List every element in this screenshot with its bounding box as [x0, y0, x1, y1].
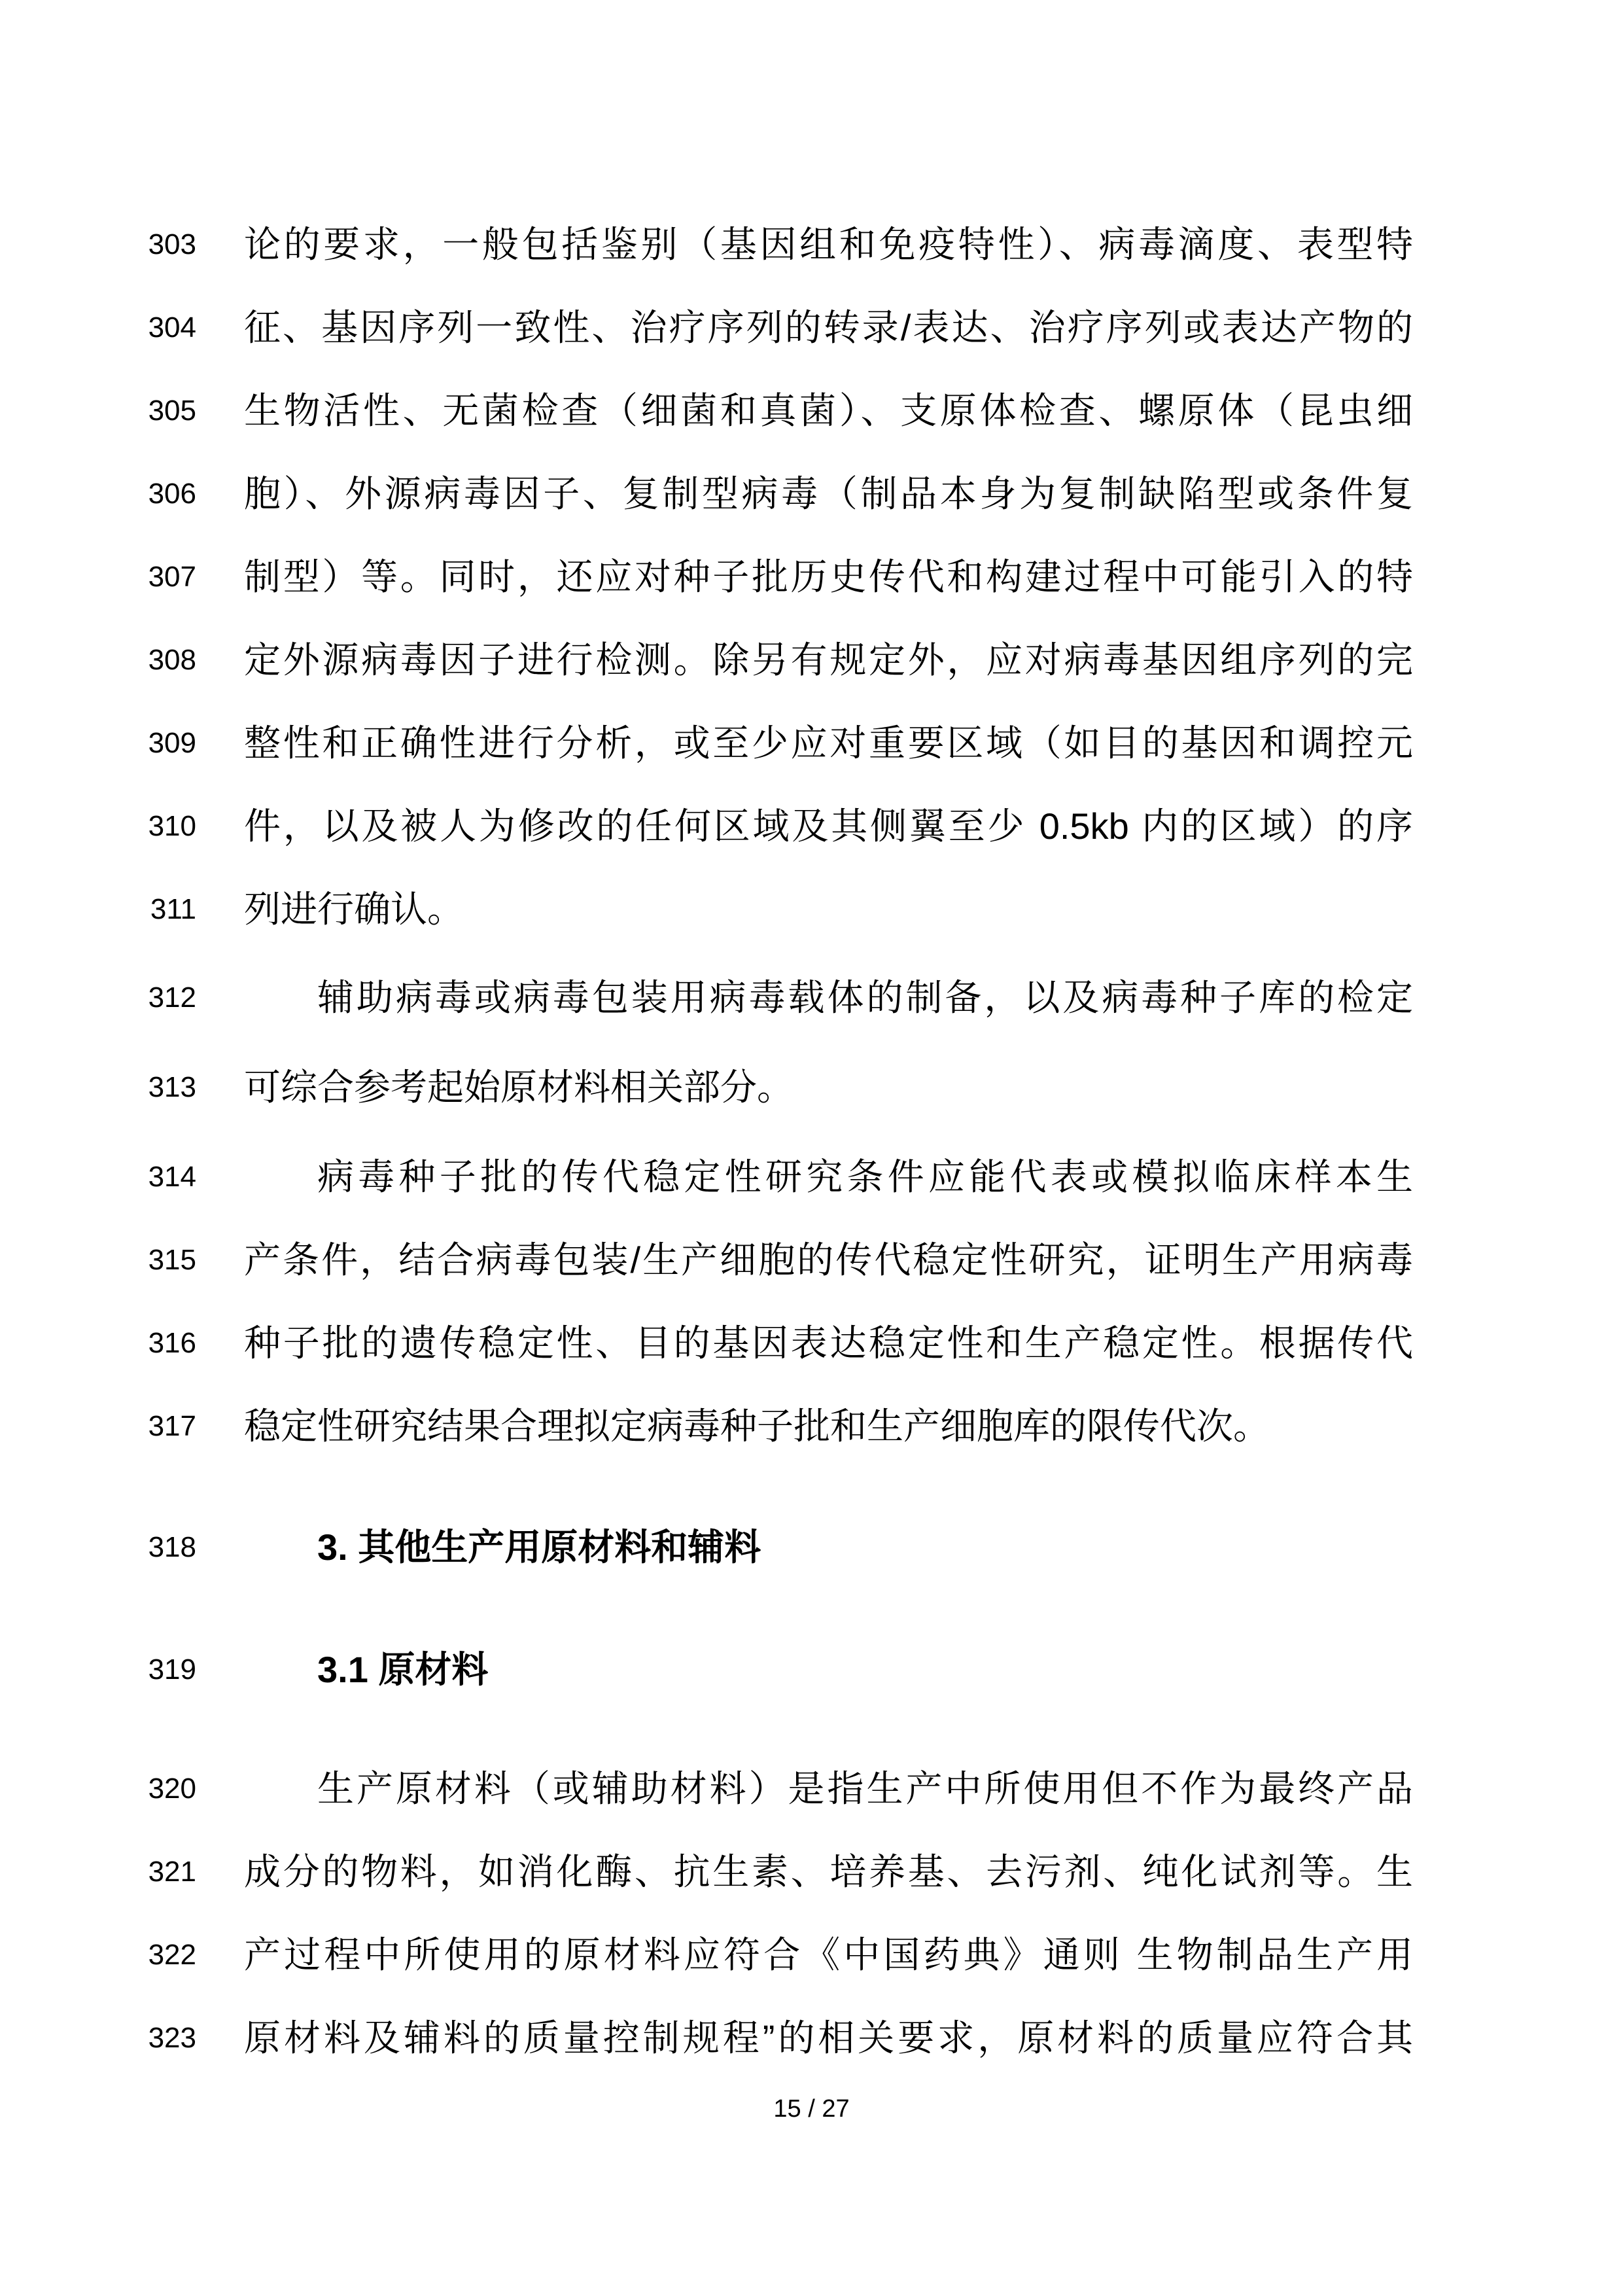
- document-line-315: [0, 1218, 1623, 1301]
- line-text: 论的要求，一般包括鉴别（基因组和免疫特性）、病毒滴度、表型特: [244, 224, 1413, 265]
- section-heading-text: 3.1 原材料: [317, 1649, 489, 1690]
- line-number: 303: [148, 228, 196, 260]
- document-line-321: [0, 1830, 1623, 1913]
- line-number: 316: [148, 1327, 196, 1359]
- line-number: 308: [148, 644, 196, 676]
- line-number: 309: [148, 727, 196, 759]
- document-line-309: [0, 701, 1623, 785]
- line-text: 整性和正确性进行分析，或至少应对重要区域（如目的基因和调控元: [244, 722, 1413, 764]
- line-number: 313: [148, 1071, 196, 1103]
- line-text: 生产原材料（或辅助材料）是指生产中所使用但不作为最终产品: [317, 1768, 1413, 1809]
- section-heading-3: [0, 1506, 1623, 1589]
- document-line-314: [0, 1135, 1623, 1218]
- section-heading-3-1: [0, 1628, 1623, 1711]
- line-number: 311: [150, 893, 196, 925]
- document-line-320: [0, 1747, 1623, 1830]
- document-line-305: [0, 369, 1623, 452]
- document-line-311: [0, 868, 1623, 951]
- line-number: 306: [148, 478, 196, 510]
- line-text: 产条件，结合病毒包装/生产细胞的传代稳定性研究，证明生产用病毒: [244, 1239, 1413, 1280]
- line-text: 产过程中所使用的原材料应符合《中国药典》通则 生物制品生产用: [244, 1934, 1413, 1975]
- document-line-304: [0, 286, 1623, 369]
- document-line-307: [0, 535, 1623, 618]
- page-number: 15 / 27: [773, 2095, 850, 2123]
- line-number: 315: [148, 1244, 196, 1276]
- document-line-306: [0, 452, 1623, 535]
- document-line-313: [0, 1046, 1623, 1129]
- line-number: 312: [148, 981, 196, 1014]
- line-text: 病毒种子批的传代稳定性研究条件应能代表或模拟临床样本生: [317, 1156, 1413, 1197]
- line-text: 种子批的遗传稳定性、目的基因表达稳定性和生产稳定性。根据传代: [244, 1322, 1413, 1364]
- document-line-308: [0, 618, 1623, 701]
- line-number: 319: [148, 1653, 196, 1686]
- line-text: 定外源病毒因子进行检测。除另有规定外，应对病毒基因组序列的完: [244, 639, 1413, 680]
- document-line-316: [0, 1301, 1623, 1385]
- line-text: 列进行确认。: [244, 889, 464, 930]
- line-number: 321: [148, 1856, 196, 1888]
- line-number: 307: [148, 561, 196, 593]
- line-text: 制型）等。同时，还应对种子批历史传代和构建过程中可能引入的特: [244, 556, 1413, 597]
- document-line-322: [0, 1913, 1623, 1996]
- line-text: 原材料及辅料的质量控制规程”的相关要求，原材料的质量应符合其: [244, 2017, 1413, 2058]
- line-text: 胞）、外源病毒因子、复制型病毒（制品本身为复制缺陷型或条件复: [244, 473, 1413, 514]
- line-text: 可综合参考起始原材料相关部分。: [244, 1067, 794, 1108]
- line-number: 304: [148, 311, 196, 344]
- document-line-312: [0, 956, 1623, 1039]
- line-number: 317: [148, 1410, 196, 1442]
- line-number: 322: [148, 1939, 196, 1971]
- line-text: 成分的物料，如消化酶、抗生素、培养基、去污剂、纯化试剂等。生: [244, 1851, 1413, 1892]
- section-heading-text: 3. 其他生产用原材料和辅料: [317, 1527, 761, 1568]
- line-text: 征、基因序列一致性、治疗序列的转录/表达、治疗序列或表达产物的: [244, 307, 1413, 348]
- document-line-323: [0, 1996, 1623, 2079]
- line-text: 稳定性研究结果合理拟定病毒种子批和生产细胞库的限传代次。: [244, 1405, 1270, 1447]
- line-number: 310: [148, 810, 196, 842]
- line-text: 辅助病毒或病毒包装用病毒载体的制备，以及病毒种子库的检定: [317, 977, 1413, 1018]
- line-number: 320: [148, 1773, 196, 1805]
- line-text: 件，以及被人为修改的任何区域及其侧翼至少 0.5kb 内的区域）的序: [244, 805, 1413, 847]
- document-line-303: [0, 203, 1623, 286]
- line-number: 305: [148, 395, 196, 427]
- line-number: 318: [148, 1531, 196, 1563]
- document-line-310: [0, 785, 1623, 868]
- line-number: 323: [148, 2022, 196, 2054]
- line-text: 生物活性、无菌检查（细菌和真菌）、支原体检查、螺原体（昆虫细: [244, 390, 1413, 431]
- document-line-317: [0, 1385, 1623, 1468]
- line-number: 314: [148, 1161, 196, 1193]
